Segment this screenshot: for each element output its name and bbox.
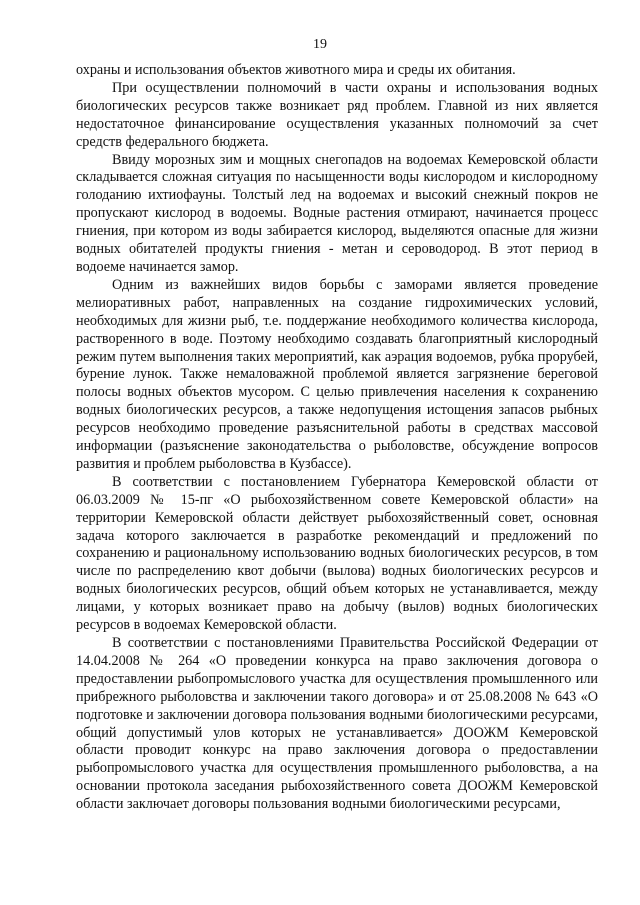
body-text <box>76 62 598 814</box>
paragraph-oxygen-deficit: Ввиду морозных зим и мощных снегопадов на водоемах Кемеровской области складывается сложная ситуация по насыщенности воды кислородом и кислородному голоданию ихтиофауны. Толстый лед на водоемах и высокий снежный покров не пропускают кислород в водоемы. Водные растения отмирают, начинается процесс гниения, при котором из воды забирается кислород, выделяются опасные для жизни водных обитателей продукты гниения - метан и сероводород. В этот период в водоеме начинается замор. <box>76 151 598 275</box>
paragraph-fishery-council: В соответствии с постановлением Губернатора Кемеровской области от 06.03.2009 № 15-пг «О рыбохозяйственном совете Кемеровской области» на территории Кемеровской области действует рыбохозяйственный совет, основная задача которого заключается в разработке рекомендаций и предложений по сохранению и рациональному использованию водных биологических ресурсов, в том числе по распределению квот добычи (вылова) водных биологических ресурсов и водных биологических ресурсов, общий объем которых не устанавливается, между лицами, у которых возникает право на добычу (вылов) водных биологических ресурсов в водоемах Кемеровской области. <box>76 473 598 634</box>
paragraph-government-decrees: В соответствии с постановлениями Правительства Российской Федерации от 14.04.2008 № 264 «О проведении конкурса на право заключения договора о предоставлении рыбопромыслового участка для осуществления промышленного или прибрежного рыболовства и заключении такого договора» и от 25.08.2008 № 643 «О подготовке и заключении договора пользования водными биологическими ресурсами, общий допустимый улов которых не устанавливается» ДООЖМ Кемеровской области проводит конкурс на право заключения договора о предоставлении рыбопромыслового участка для осуществления промышленного рыболовства, а на основании протокола заседания рыбохозяйственного совета ДООЖМ Кемеровской области заключает договоры пользования водными биологическими ресурсами, <box>76 635 598 813</box>
paragraph-funding: При осуществлении полномочий в части охраны и использования водных биологических ресурсов также возникает ряд проблем. Главной из них является недостаточное финансирование осуществления указанных полномочий за счет средств федерального бюджета. <box>76 79 598 150</box>
paragraph-reclamation: Одним из важнейших видов борьбы с заморами является проведение мелиоративных работ, направленных на создание гидрохимических условий, необходимых для жизни рыб, т.е. поддержание необходимого количества кислорода, растворенного в воде. Поэтому необходимо создавать благоприятный кислородный режим путем выполнения таких мероприятий, как аэрация водоемов, рубка прорубей, бурение лунок. Также немаловажной проблемой является загрязнение береговой полосы водных объектов мусором. С целью привлечения населения к сохранению водных биологических ресурсов, а также недопущения истощения запасов рыбных ресурсов необходимо проведение разъяснительной работы в средствах массовой информации (разъяснение законодательства о рыболовстве, обсуждение вопросов развития и проблем рыболовства в Кузбассе). <box>76 276 598 472</box>
page-number: 19 <box>313 37 327 52</box>
paragraph-continuation: охраны и использования объектов животного мира и среды их обитания. <box>76 62 516 78</box>
